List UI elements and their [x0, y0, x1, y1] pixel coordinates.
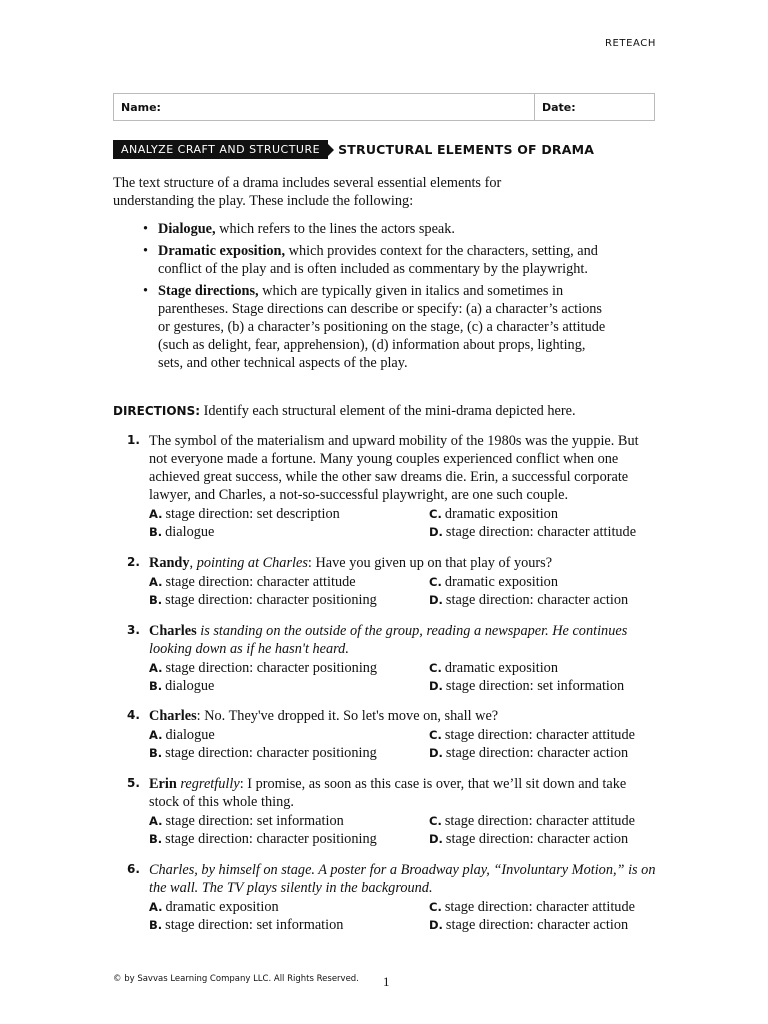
question-text-segment: Erin: [149, 776, 177, 792]
question-text: [149, 861, 658, 897]
choice-text: stage direction: character action: [445, 745, 629, 761]
element-item: [140, 282, 610, 372]
answer-choice: [149, 573, 429, 591]
choice-text: stage direction: set description: [165, 506, 340, 522]
question-number: 3.: [127, 623, 140, 637]
question-2: [113, 554, 658, 609]
question-text-segment: : No. They've dropped it. So let's move on, shall we?: [196, 708, 499, 724]
choice-text: stage direction: character attitude: [444, 727, 635, 743]
question-text-segment: Charles: [149, 708, 197, 724]
choice-text: dramatic exposition: [444, 660, 558, 676]
choice-letter: D.: [429, 525, 443, 539]
element-description: which are typically given in italics and sometimes in parentheses. Stage directions can describe or specify: (a) a character’s actions or gestures, (b) a character’s positioning on the stage, (c) a character’s attitude (such as delight, fear, apprehension), (d) information about props, lighting, sets, and other technical aspects of the play.: [158, 283, 606, 371]
directions-label: DIRECTIONS:: [113, 404, 201, 418]
answer-choice: [149, 916, 429, 934]
element-term: Dramatic exposition,: [158, 243, 286, 259]
choice-text: stage direction: character positioning: [165, 831, 377, 847]
question-text-segment: is standing on the outside of the group, reading a newspaper. He continues looking down as if he hasn't heard.: [149, 623, 628, 657]
choice-letter: C.: [429, 575, 442, 589]
question-text-segment: Randy: [149, 555, 190, 571]
answer-choice: [429, 898, 659, 916]
answer-choice: [149, 830, 429, 848]
choice-letter: D.: [429, 918, 443, 932]
question-number: 2.: [127, 555, 140, 569]
question-text-segment: regretfully: [180, 776, 240, 792]
choice-letter: B.: [149, 525, 163, 539]
question-text-segment: : I promise, as soon as this case is over, that we’ll sit down and take stock of this whole thing.: [149, 776, 627, 810]
answer-choice: [149, 898, 429, 916]
choice-letter: D.: [429, 679, 443, 693]
question-number: 5.: [127, 776, 140, 790]
answer-choices: [149, 812, 658, 848]
element-description: which provides context for the characters, setting, and conflict of the play and is often included as commentary by the playwright.: [158, 243, 598, 277]
date-field-label: Date:: [542, 101, 576, 114]
element-item: [140, 242, 610, 278]
choice-letter: A.: [149, 575, 163, 589]
answer-choice: [429, 726, 659, 744]
answer-choice: [149, 659, 429, 677]
choice-text: stage direction: character attitude: [444, 813, 635, 829]
choice-text: stage direction: character positioning: [165, 592, 377, 608]
choice-text: stage direction: set information: [445, 678, 625, 694]
element-description: which refers to the lines the actors speak.: [215, 221, 455, 237]
question-4: [113, 707, 658, 762]
question-6: [113, 861, 658, 934]
choice-text: stage direction: character positioning: [165, 660, 378, 676]
choice-text: stage direction: character action: [445, 831, 629, 847]
element-item: [140, 220, 610, 238]
element-term: Stage directions,: [158, 283, 259, 299]
answer-choice: [149, 744, 429, 762]
section-tag: ANALYZE CRAFT AND STRUCTURE: [113, 140, 328, 159]
answer-choice: [429, 677, 659, 695]
answer-choice: [429, 659, 659, 677]
choice-letter: A.: [149, 661, 163, 675]
question-number: 1.: [127, 433, 140, 447]
tag-arrow-icon: [328, 144, 334, 156]
answer-choice: [429, 916, 659, 934]
answer-choices: [149, 898, 658, 934]
page-header-label: RETEACH: [604, 38, 656, 49]
choice-letter: C.: [429, 661, 442, 675]
choice-letter: D.: [429, 746, 443, 760]
section-bar: [113, 140, 594, 159]
choice-text: dramatic exposition: [444, 506, 558, 522]
choice-letter: B.: [149, 593, 163, 607]
choice-text: dialogue: [165, 524, 215, 540]
choice-text: stage direction: character positioning: [165, 745, 377, 761]
choice-letter: A.: [149, 507, 163, 521]
question-text: [149, 432, 658, 504]
answer-choice: [149, 523, 429, 541]
question-text-segment: pointing at Charles: [196, 555, 308, 571]
choice-text: stage direction: set information: [165, 917, 344, 933]
question-text: [149, 707, 658, 725]
directions-text: Identify each structural element of the mini-drama depicted here.: [200, 403, 576, 419]
choice-text: stage direction: character attitude: [165, 574, 356, 590]
choice-letter: A.: [149, 900, 163, 914]
question-1: [113, 432, 658, 541]
choice-letter: A.: [149, 728, 163, 742]
question-text: [149, 622, 658, 658]
choice-text: stage direction: character attitude: [444, 899, 635, 915]
choice-text: dramatic exposition: [444, 574, 558, 590]
section-title: STRUCTURAL ELEMENTS OF DRAMA: [338, 142, 595, 157]
answer-choice: [429, 830, 659, 848]
answer-choices: [149, 505, 658, 541]
answer-choice: [149, 591, 429, 609]
bullet-icon: •: [143, 221, 149, 237]
answer-choices: [149, 659, 658, 695]
choice-text: stage direction: character attitude: [445, 524, 637, 540]
question-text-segment: Charles: [149, 623, 197, 639]
element-term: Dialogue,: [158, 221, 216, 237]
answer-choice: [429, 523, 659, 541]
name-field-label: Name:: [114, 94, 535, 120]
name-date-box: [113, 93, 655, 121]
answer-choice: [429, 505, 659, 523]
answer-choice: [149, 677, 429, 695]
question-number: 6.: [127, 862, 140, 876]
answer-choice: [149, 812, 429, 830]
choice-text: dramatic exposition: [165, 899, 279, 915]
bullet-icon: •: [143, 243, 149, 259]
choice-letter: C.: [429, 507, 442, 521]
question-text: [149, 775, 658, 811]
answer-choice: [149, 726, 429, 744]
question-text-segment: The symbol of the materialism and upward mobility of the 1980s was the yuppie. But not everyone made a fortune. Many young couples experienced conflict when one achieved great success, while the other saw dreams die. Erin, a successful corporate lawyer, and Charles, a not-so-successful playwright, are one such couple.: [149, 433, 639, 503]
copyright-notice: © by Savvas Learning Company LLC. All Rights Reserved.: [113, 974, 359, 984]
question-text-segment: : Have you given up on that play of yours?: [307, 555, 553, 571]
answer-choice: [429, 573, 659, 591]
choice-letter: D.: [429, 593, 443, 607]
answer-choice: [429, 812, 659, 830]
choice-letter: C.: [429, 728, 442, 742]
question-5: [113, 775, 658, 848]
directions: [113, 402, 576, 420]
choice-letter: C.: [429, 814, 442, 828]
intro-paragraph: The text structure of a drama includes several essential elements for understanding the play. These include the following:: [113, 175, 502, 209]
page-number: 1: [383, 974, 390, 989]
choice-letter: B.: [149, 832, 163, 846]
choice-letter: B.: [149, 679, 163, 693]
answer-choice: [429, 744, 659, 762]
answer-choice: [149, 505, 429, 523]
choice-text: stage direction: set information: [165, 813, 344, 829]
answer-choices: [149, 573, 658, 609]
question-3: [113, 622, 658, 695]
question-text-segment: ,: [189, 555, 197, 571]
answer-choices: [149, 726, 658, 762]
choice-text: dialogue: [165, 727, 215, 743]
choice-text: stage direction: character action: [445, 917, 629, 933]
question-number: 4.: [127, 708, 140, 722]
choice-text: stage direction: character action: [445, 592, 629, 608]
question-text-segment: Charles, by himself on stage. A poster for a Broadway play, “Involuntary Motion,” is on the wall. The TV plays silently in the background.: [149, 862, 656, 896]
choice-letter: D.: [429, 832, 443, 846]
element-list: [140, 220, 610, 376]
answer-choice: [429, 591, 659, 609]
question-text: [149, 554, 658, 572]
bullet-icon: •: [143, 283, 149, 299]
choice-letter: B.: [149, 918, 163, 932]
choice-letter: A.: [149, 814, 163, 828]
choice-letter: B.: [149, 746, 163, 760]
choice-letter: C.: [429, 900, 442, 914]
choice-text: dialogue: [165, 678, 215, 694]
